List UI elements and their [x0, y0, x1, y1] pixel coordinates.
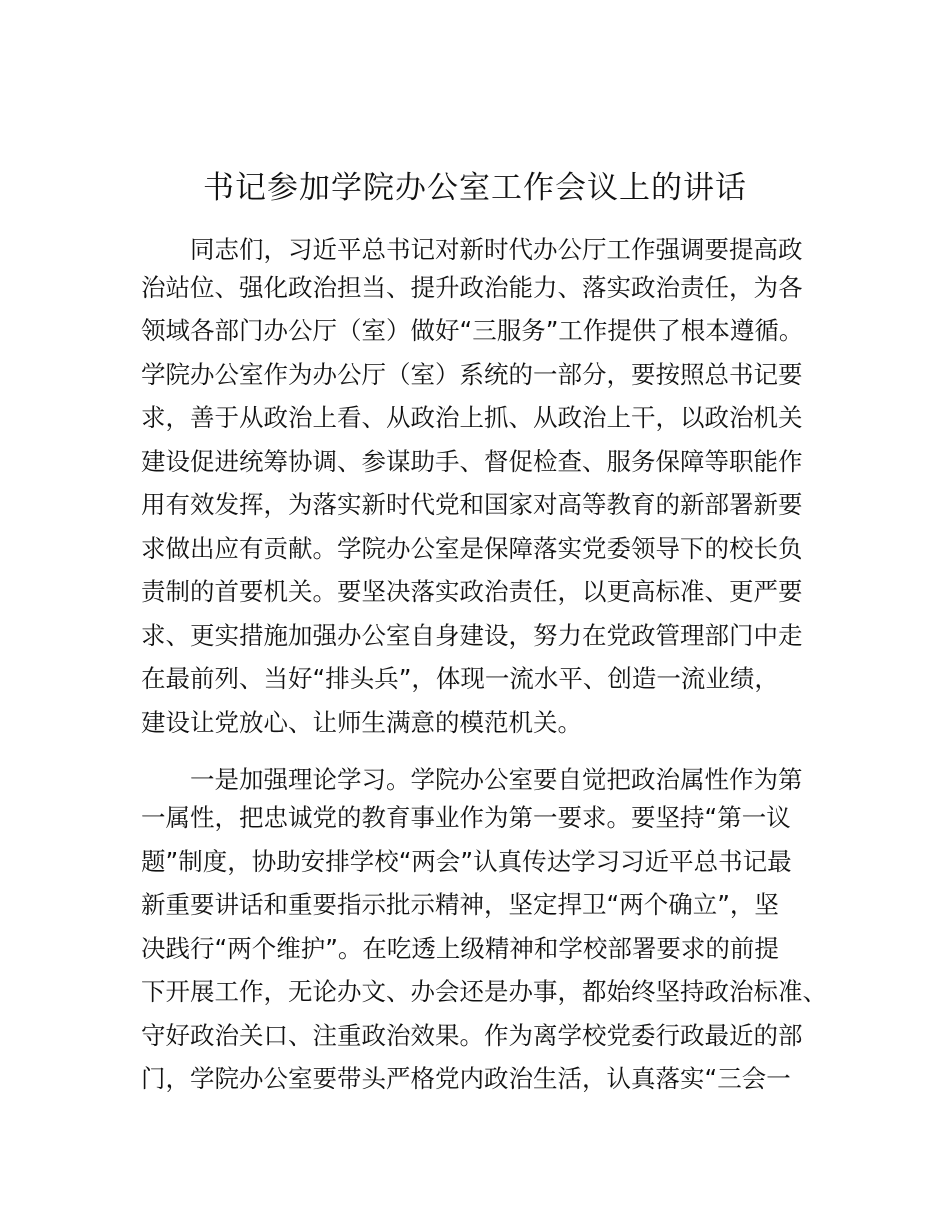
paragraph-line: 一属性，把忠诚党的教育事业作为第一要求。要坚持“第一议	[141, 803, 791, 832]
paragraph-line: 门，学院办公室要带头严格党内政治生活，认真落实“三会一	[141, 1064, 791, 1093]
paragraph-line: 求、更实措施加强办公室自身建设，努力在党政管理部门中走	[141, 621, 803, 650]
paragraph-line: 守好政治关口、注重政治效果。作为离学校党委行政最近的部	[141, 1021, 803, 1050]
paragraph-line: 同志们，习近平总书记对新时代办公厅工作强调要提高政	[190, 235, 803, 264]
paragraph-line: 领域各部门办公厅（室）做好“三服务”工作提供了根本遵循。	[141, 316, 804, 345]
paragraph-line: 学院办公室作为办公厅（室）系统的一部分，要按照总书记要	[141, 360, 803, 389]
paragraph-line: 治站位、强化政治担当、提升政治能力、落实政治责任，为各	[141, 273, 803, 302]
paragraph-line: 建设促进统筹协调、参谋助手、督促检查、服务保障等职能作	[141, 447, 803, 476]
paragraph-line: 决践行“两个维护”。在吃透上级精神和学校部署要求的前提	[141, 934, 779, 963]
paragraph-line: 责制的首要机关。要坚决落实政治责任，以更高标准、更严要	[141, 577, 803, 606]
paragraph-line: 下开展工作，无论办文、办会还是办事，都始终坚持政治标准、	[141, 977, 827, 1006]
paragraph-line: 题”制度，协助安排学校“两会”认真传达学习习近平总书记最	[141, 847, 792, 876]
document-title: 书记参加学院办公室工作会议上的讲话	[203, 170, 747, 206]
paragraph-line: 建设让党放心、让师生满意的模范机关。	[141, 708, 582, 737]
paragraph-line: 在最前列、当好“排头兵”，体现一流水平、创造一流业绩，	[141, 664, 779, 693]
paragraph-line: 一是加强理论学习。学院办公室要自觉把政治属性作为第	[190, 765, 803, 794]
paragraph-line: 新重要讲话和重要指示批示精神，坚定捍卫“两个确立”，坚	[141, 890, 779, 919]
paragraph-line: 求，善于从政治上看、从政治上抓、从政治上干，以政治机关	[141, 403, 803, 432]
paragraph-line: 用有效发挥，为落实新时代党和国家对高等教育的新部署新要	[141, 490, 803, 519]
paragraph-line: 求做出应有贡献。学院办公室是保障落实党委领导下的校长负	[141, 534, 803, 563]
